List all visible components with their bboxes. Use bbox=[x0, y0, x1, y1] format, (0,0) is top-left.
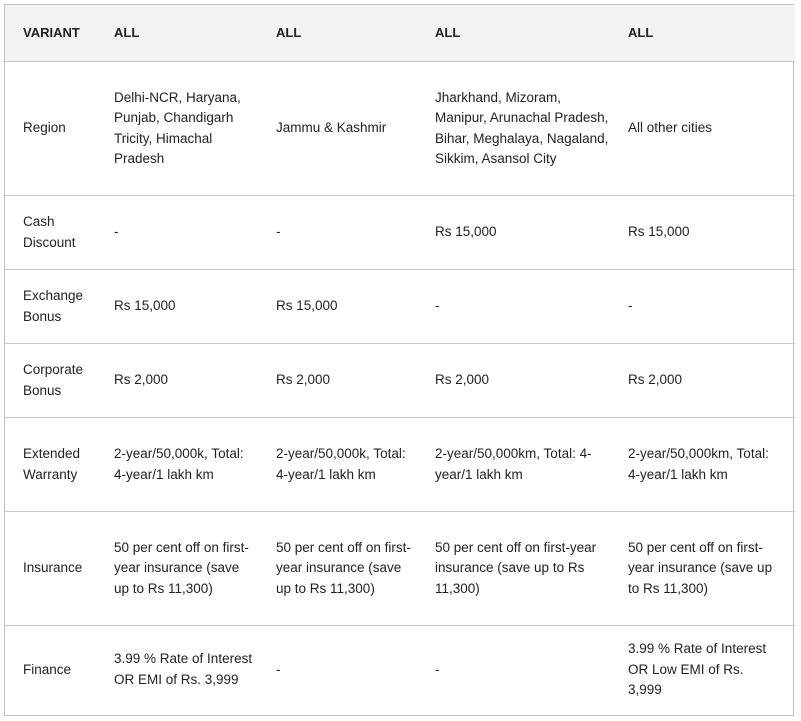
table-cell: Rs 2,000 bbox=[624, 344, 795, 418]
table-row-insurance bbox=[5, 512, 795, 626]
row-label: Exchange Bonus bbox=[5, 270, 110, 344]
table-cell: Rs 15,000 bbox=[272, 270, 431, 344]
table-row-cash-discount bbox=[5, 196, 795, 270]
table-header-row bbox=[5, 5, 795, 62]
table-cell: - bbox=[435, 661, 440, 677]
table-cell: Rs 15,000 bbox=[110, 270, 272, 344]
row-label: Extended Warranty bbox=[5, 418, 110, 512]
row-label: Insurance bbox=[5, 512, 110, 626]
offers-table-container bbox=[4, 4, 794, 716]
table-cell: 2-year/50,000k, Total: 4-year/1 lakh km bbox=[272, 418, 431, 512]
header-cell-variant: VARIANT bbox=[5, 5, 110, 62]
table-cell: - bbox=[276, 661, 281, 677]
table-cell: 50 per cent off on first-year insurance (save up to Rs 11,300) bbox=[624, 512, 795, 626]
table-row-finance bbox=[5, 626, 795, 714]
header-cell-all: ALL bbox=[272, 5, 431, 62]
table-cell: Rs 2,000 bbox=[272, 344, 431, 418]
table-cell: 3.99 % Rate of Interest OR Low EMI of Rs. 3,999 bbox=[628, 641, 767, 697]
offers-table bbox=[5, 5, 795, 714]
table-cell: Rs 15,000 bbox=[431, 196, 624, 270]
table-row-exchange-bonus bbox=[5, 270, 795, 344]
table-cell: 2-year/50,000k, Total: 4-year/1 lakh km bbox=[110, 418, 272, 512]
table-row-region bbox=[5, 62, 795, 196]
table-cell: - bbox=[431, 270, 624, 344]
table-cell: Jharkhand, Mizoram, Manipur, Arunachal Pradesh, Bihar, Meghalaya, Nagaland, Sikkim, Asansol City bbox=[431, 62, 624, 196]
table-row-extended-warranty bbox=[5, 418, 795, 512]
table-cell: Jammu & Kashmir bbox=[272, 62, 431, 196]
header-cell-all: ALL bbox=[624, 5, 795, 62]
table-cell: Rs 2,000 bbox=[431, 344, 624, 418]
row-label: Cash Discount bbox=[5, 196, 110, 270]
table-cell: All other cities bbox=[624, 62, 795, 196]
table-cell: - bbox=[110, 196, 272, 270]
table-cell: Delhi-NCR, Haryana, Punjab, Chandigarh Tricity, Himachal Pradesh bbox=[110, 62, 272, 196]
table-cell: 50 per cent off on first-year insurance (save up to Rs 11,300) bbox=[272, 512, 431, 626]
header-cell-all: ALL bbox=[110, 5, 272, 62]
table-cell: 3.99 % Rate of Interest OR EMI of Rs. 3,999 bbox=[114, 651, 253, 687]
row-label: Corporate Bonus bbox=[5, 344, 110, 418]
table-row-corporate-bonus bbox=[5, 344, 795, 418]
table-cell: 50 per cent off on first-year insurance (save up to Rs 11,300) bbox=[431, 512, 624, 626]
table-cell: 2-year/50,000km, Total: 4-year/1 lakh km bbox=[431, 418, 624, 512]
header-cell-all: ALL bbox=[431, 5, 624, 62]
row-label: Region bbox=[5, 62, 110, 196]
table-cell: - bbox=[624, 270, 795, 344]
table-cell: Rs 2,000 bbox=[110, 344, 272, 418]
table-cell: 2-year/50,000km, Total: 4-year/1 lakh km bbox=[624, 418, 795, 512]
table-cell: 50 per cent off on first-year insurance (save up to Rs 11,300) bbox=[110, 512, 272, 626]
table-cell: Rs 15,000 bbox=[624, 196, 795, 270]
table-cell: - bbox=[272, 196, 431, 270]
row-label: Finance bbox=[23, 661, 72, 677]
